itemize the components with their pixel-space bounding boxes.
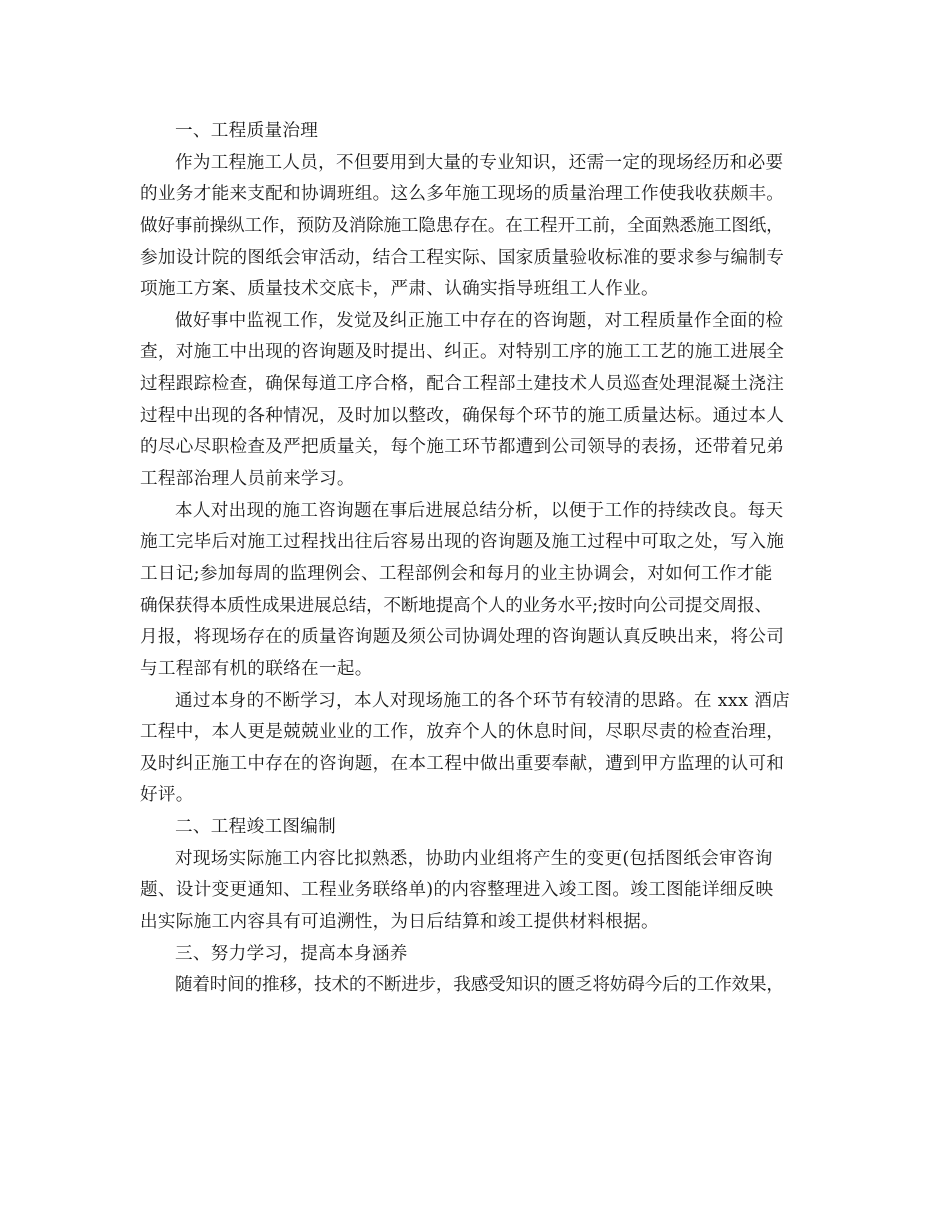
section-heading-2: 二、工程竣工图编制 [175, 817, 337, 838]
paragraph-line: 对现场实际施工内容比拟熟悉，协助内业组将产生的变更(包括图纸会审咨询 [175, 848, 773, 869]
document-body [140, 116, 830, 1002]
section-heading-3: 三、努力学习，提高本身涵养 [175, 943, 408, 964]
paragraph-line: 参加设计院的图纸会审活动，结合工程实际、国家质量验收标准的要求参与编制专 [140, 247, 785, 268]
paragraph-line: 的业务才能来支配和协调班组。这么多年施工现场的质量治理工作使我收获颇丰。 [140, 184, 785, 205]
paragraph-line: 的尽心尽职检查及严把质量关，每个施工环节都遭到公司领导的表扬，还带着兄弟 [140, 437, 785, 458]
paragraph-line: 做好事前操纵工作，预防及消除施工隐患存在。在工程开工前，全面熟悉施工图纸， [140, 215, 784, 236]
paragraph-line: 做好事中监视工作，发觉及纠正施工中存在的咨询题，对工程质量作全面的检 [175, 310, 784, 331]
paragraph-line: 本人对出现的施工咨询题在事后进展总结分析，以便于工作的持续改良。每天 [175, 500, 784, 521]
paragraph-line: 施工完毕后对施工过程找出往后容易出现的咨询题及施工过程中可取之处，写入施 [140, 532, 785, 553]
paragraph-line: 通过本身的不断学习，本人对现场施工的各个环节有较清的思路。在 xxx 酒店 [175, 690, 791, 711]
paragraph-line: 月报，将现场存在的质量咨询题及须公司协调处理的咨询题认真反映出来，将公司 [140, 627, 785, 648]
paragraph-line: 好评。 [140, 785, 194, 806]
paragraph-line: 及时纠正施工中存在的咨询题，在本工程中做出重要奉献，遭到甲方监理的认可和 [140, 753, 785, 774]
paragraph-line: 项施工方案、质量技术交底卡，严肃、认确实指导班组工人作业。 [140, 279, 659, 300]
paragraph-line: 工程部治理人员前来学习。 [140, 469, 355, 490]
paragraph-line: 查，对施工中出现的咨询题及时提出、纠正。对特别工序的施工工艺的施工进展全 [140, 342, 785, 363]
section-heading-1: 一、工程质量治理 [175, 121, 319, 141]
paragraph-line: 与工程部有机的联络在一起。 [140, 658, 373, 679]
paragraph-line: 确保获得本质性成果进展总结，不断地提高个人的业务水平;按时向公司提交周报、 [140, 595, 772, 616]
paragraph-line: 过程中出现的各种情况，及时加以整改，确保每个环节的施工质量达标。通过本人 [140, 405, 785, 426]
paragraph-line: 过程跟踪检查，确保每道工序合格，配合工程部土建技术人员巡查处理混凝土浇注 [140, 374, 785, 395]
paragraph-line: 作为工程施工人员，不但要用到大量的专业知识，还需一定的现场经历和必要 [175, 152, 784, 173]
paragraph-line: 题、设计变更通知、工程业务联络单)的内容整理进入竣工图。竣工图能详细反映 [140, 880, 774, 901]
paragraph-line: 随着时间的推移，技术的不断进步，我感受知识的匮乏将妨碍今后的工作效果， [175, 975, 784, 996]
paragraph-line: 工日记;参加每周的监理例会、工程部例会和每月的业主协调会，对如何工作才能 [140, 563, 773, 584]
paragraph-line: 出实际施工内容具有可追溯性，为日后结算和竣工提供材料根据。 [140, 912, 659, 933]
paragraph-line: 工程中，本人更是兢兢业业的工作，放弃个人的休息时间，尽职尽责的检查治理， [140, 722, 785, 743]
